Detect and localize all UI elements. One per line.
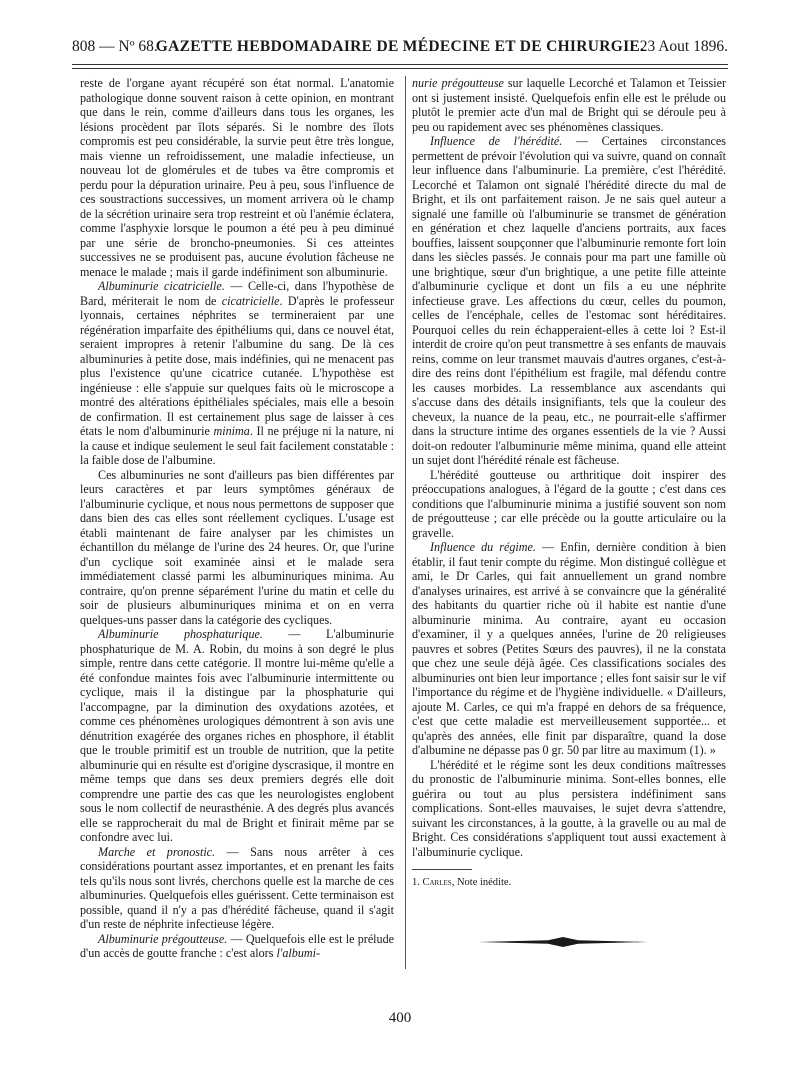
paragraph-phosphaturique: Albuminurie phosphaturique. — L'albuminurie phosphaturique de M. A. Robin, du moins à son degré le plus simple, rentre dans cette catégorie. Il montre lui-même qu'elle a été confondue maintes fois avec l'albuminurie intermittente ou cyclique, mais il la distingue par la phosphaturie qui l'accompagne, par la diminution des oxydations azotées, et comme ces phénomènes urologiques démontrent à son avis une dénutrition exagérée des organes riches en phosphore, il établit que le trouble primitif est un trouble de nutrition, que la petite albuminurie qui en résulte est d'origine dyscrasique, il montre en même temps que dans ses deux premiers degrés elle doit comprendre une partie des cas que les neurologistes englobent sous le nom collectif de neurasthénie. A des degrés plus avancés elle se rapprocherait du mal de Bright et finirait même par se confondre avec lui. (80, 627, 394, 844)
footnote-rule (412, 869, 472, 870)
section-heading: Albuminurie cicatricielle. (98, 279, 225, 293)
section-heading: Albuminurie phosphaturique. (98, 627, 263, 641)
paragraph: Ces albuminuries ne sont d'ailleurs pas bien différentes par leurs caractères et par leurs symptômes généraux de l'albuminurie cyclique, et nous nous permettons de supposer que dans bien des cas elles sont réellement cycliques. L'usage est établi maintenant de faire analyser par les chimistes un échantillon du mélange de l'urine des 24 heures. Or, que l'urine d'un cyclique soit examinée ainsi et le malade sera immédiatement classé parmi les albuminuriques minima. Au contraire, qu'on prenne séparément l'urine du matin et celle du soir de plusieurs albuminuriques minima et on en verra quelques-uns passer dans la catégorie des cycliques. (80, 467, 394, 627)
running-header (72, 38, 728, 62)
paragraph-marche-pronostic: Marche et pronostic. — Sans nous arrêter à ces considérations pourtant assez importantes, et en prenant les faits tels qu'ils nous sont livrés, cherchons quelle est la marche de ces albuminuries. Quelquefois elles guérissent. Cette terminaison est possible, quand il n'y a pas d'hérédité fâcheuse, quand il s'agit d'un reste de néphrite infectieuse légère. (80, 844, 394, 931)
paragraph-cicatricielle: Albuminurie cicatricielle. — Celle-ci, dans l'hypothèse de Bard, mériterait le nom de cicatricielle. D'après le professeur lyonnais, certaines néphrites se termineraient par une régénération imparfaite des épithéliums qui, dans ce nouvel état, seraient impropres à retenir l'albumine du sang. De là ces albuminuries à petite dose, mais indéfinies, qui ne menacent pas plus l'existence qu'une cicatrice cutanée. L'hypothèse est ingénieuse : elle s'appuie sur quelques faits où le microscope a montré des altérations épithéliales spéciales, mais elle a besoin de confirmation. Il est certainement plus sage de laisser à ces états le nom d'albuminurie minima. Il ne préjuge ni la nature, ni la cause et indique seulement le seul fait facilement constatable : la faible dose de l'albumine. (80, 279, 395, 467)
section-heading: Albuminurie prégoutteuse. (98, 931, 228, 946)
section-heading: Influence de l'hérédité. (430, 134, 563, 148)
footnote-number: 1. (412, 877, 420, 888)
issue-date: 23 Aout 1896. (639, 38, 728, 55)
section-heading: Influence du régime. (430, 540, 536, 554)
footnote: 1. Carles, Note inédite. (412, 877, 512, 888)
paragraph-regime: Influence du régime. — Enfin, dernière condition à bien établir, il faut tenir compte du régime. Mon distingué collègue et ami, le Dr Carles, qui fait annuellement un grand nombre d'analyses urinaires, est arrivé à se convaincre que la généralité des habitants du quartier riche où il habite est nantie d'une albuminurie minima. Au contraire, ayant eu occasion d'examiner, il y a quelques années, l'urine de 20 religieuses pauvres et sobres (Petites Sœurs des pauvres), il ne la constata que chez une seule déjà âgée. Ces classifications sociales des albuminuries ont bien leur importance ; elles font saisir sur le vif l'importance du régime et de l'hygiène individuelle. « D'ailleurs, ajoute M. Carles, ce qui m'a frappé en dehors de sa fréquence, c'est que cette maladie est merveilleusement supportée... et qu'après des années, elle finit par disparaître, quand la dose d'albumine ne dépasse pas 0 gr. 50 par litre au maximum (1). » (412, 540, 726, 757)
journal-title: GAZETTE HEBDOMADAIRE DE MÉDECINE ET DE CHIRURGIE. (155, 38, 645, 55)
section-heading: Marche et pronostic. (98, 844, 216, 859)
footnote-author: Carles (422, 877, 452, 888)
left-column (80, 76, 394, 961)
folio-number: 400 (388, 1010, 412, 1026)
page-number-issue: 808 — Nº 68. (72, 38, 158, 55)
column-divider (405, 76, 406, 969)
paragraph: L'hérédité goutteuse ou arthritique doit inspirer des préoccupations analogues, à l'égard de la goutte ; c'est dans ces conditions que l'albuminurie minima a justifié souvent son nom de prégoutteuse ; car elle précède ou la goutte articulaire ou la gravelle. (412, 467, 726, 540)
paragraph-continued: nurie prégoutteuse sur laquelle Lecorché et Talamon et Teissier ont si justement insisté. Quelquefois enfin elle est le prélude ou plutôt le premier acte d'un mal de Bright qui se déroule peu à peu ou rapidement avec ses phénomènes classiques. (412, 76, 726, 134)
paragraph: reste de l'organe ayant récupéré son état normal. L'anatomie pathologique donne souvent raison à cette opinion, en montrant que dans le rein, comme d'ailleurs dans tous les organes, les lésions procèdent par îlots séparés. Si le nombre des îlots compromis est peu considérable, la survie peut être très longue, mais vienne un refroidissement, une maladie infectieuse, un nouveau lot de glomérules et de tubes va être compromis et perdu pour la dépuration urinaire. Peu à peu, sous l'influence de ces soustractions successives, un moment arrivera où le champ de la sécrétion urinaire sera trop restreint et où l'anémie éclatera, comme l'asphyxie lorsque le poumon a été peu à peu diminué par une série de broncho-pneumonies. Si ces atteintes successives ne se produisent pas, aucune évolution fâcheuse ne menace le malade ; mais il garde indéfiniment son albuminurie. (80, 76, 394, 279)
paragraph-heredite: Influence de l'hérédité. — Certaines circonstances permettent de prévoir l'évolution qui va suivre, quand on connaît leur influence dans l'albuminurie. La première, c'est l'hérédité. Lecorché et Talamon ont signalé l'hérédité directe du mal de Bright, et ils ont parfaitement raison. Je ne sais quel auteur a signalé une famille où l'albuminurie se transmet de génération en génération et chez laquelle d'anciens portraits, aux faces bouffies, laissent soupçonner que l'albuminurie remonte fort loin dans les siècles passés. Je connais pour ma part une famille où une brightique, sœur d'un brightique, a une petite fille atteinte d'albuminurie cyclique et dont un fils a eu une néphrite infectieuse grave. Les affections du cœur, celles du poumon, celles de l'encéphale, celles de l'estomac sont héréditaires. Pourquoi celles du rein échapperaient-elles à cette loi ? Est-il interdit de croire qu'on peut transmettre à ses enfants de mauvais reins, comme on leur transmet mauvais d'autres organes, c'est-à-dire des reins dont l'épithélium est fragile, mal défendu contre les causes morbides. La ressemblance aux ascendants qui s'accuse dans des détails insignifiants, tels que la couleur des cheveux, la nuance de la peau, etc., ne pourrait-elle s'affirmer dans la structure intime des organes essentiels de la vie ? Aussi doit-on redouter l'albuminurie même minima, quand elle atteint un sujet dont l'hérédité rénale est fâcheuse. (412, 134, 726, 467)
header-rule-top (72, 64, 728, 65)
right-column (412, 76, 726, 889)
header-rule-bottom (72, 68, 728, 69)
paragraph-pregoutteuse: Albuminurie prégoutteuse. — Quelquefois elle est le prélude d'un accès de goutte franche : c'est alors l'albumi- (80, 931, 395, 960)
paragraph: L'hérédité et le régime sont les deux conditions maîtresses du pronostic de l'albuminurie minima. Sont-elles bonnes, elle guérira ou tout au plus persistera indéfiniment sans complications. Sont-elles mauvaises, le sujet devra s'attendre, suivant les circonstances, à la goutte, à la gravelle ou au mal de Bright. Ces considérations s'appliquent tout aussi exactement à l'albuminurie cyclique. (412, 757, 726, 859)
end-ornament-icon (478, 936, 648, 948)
